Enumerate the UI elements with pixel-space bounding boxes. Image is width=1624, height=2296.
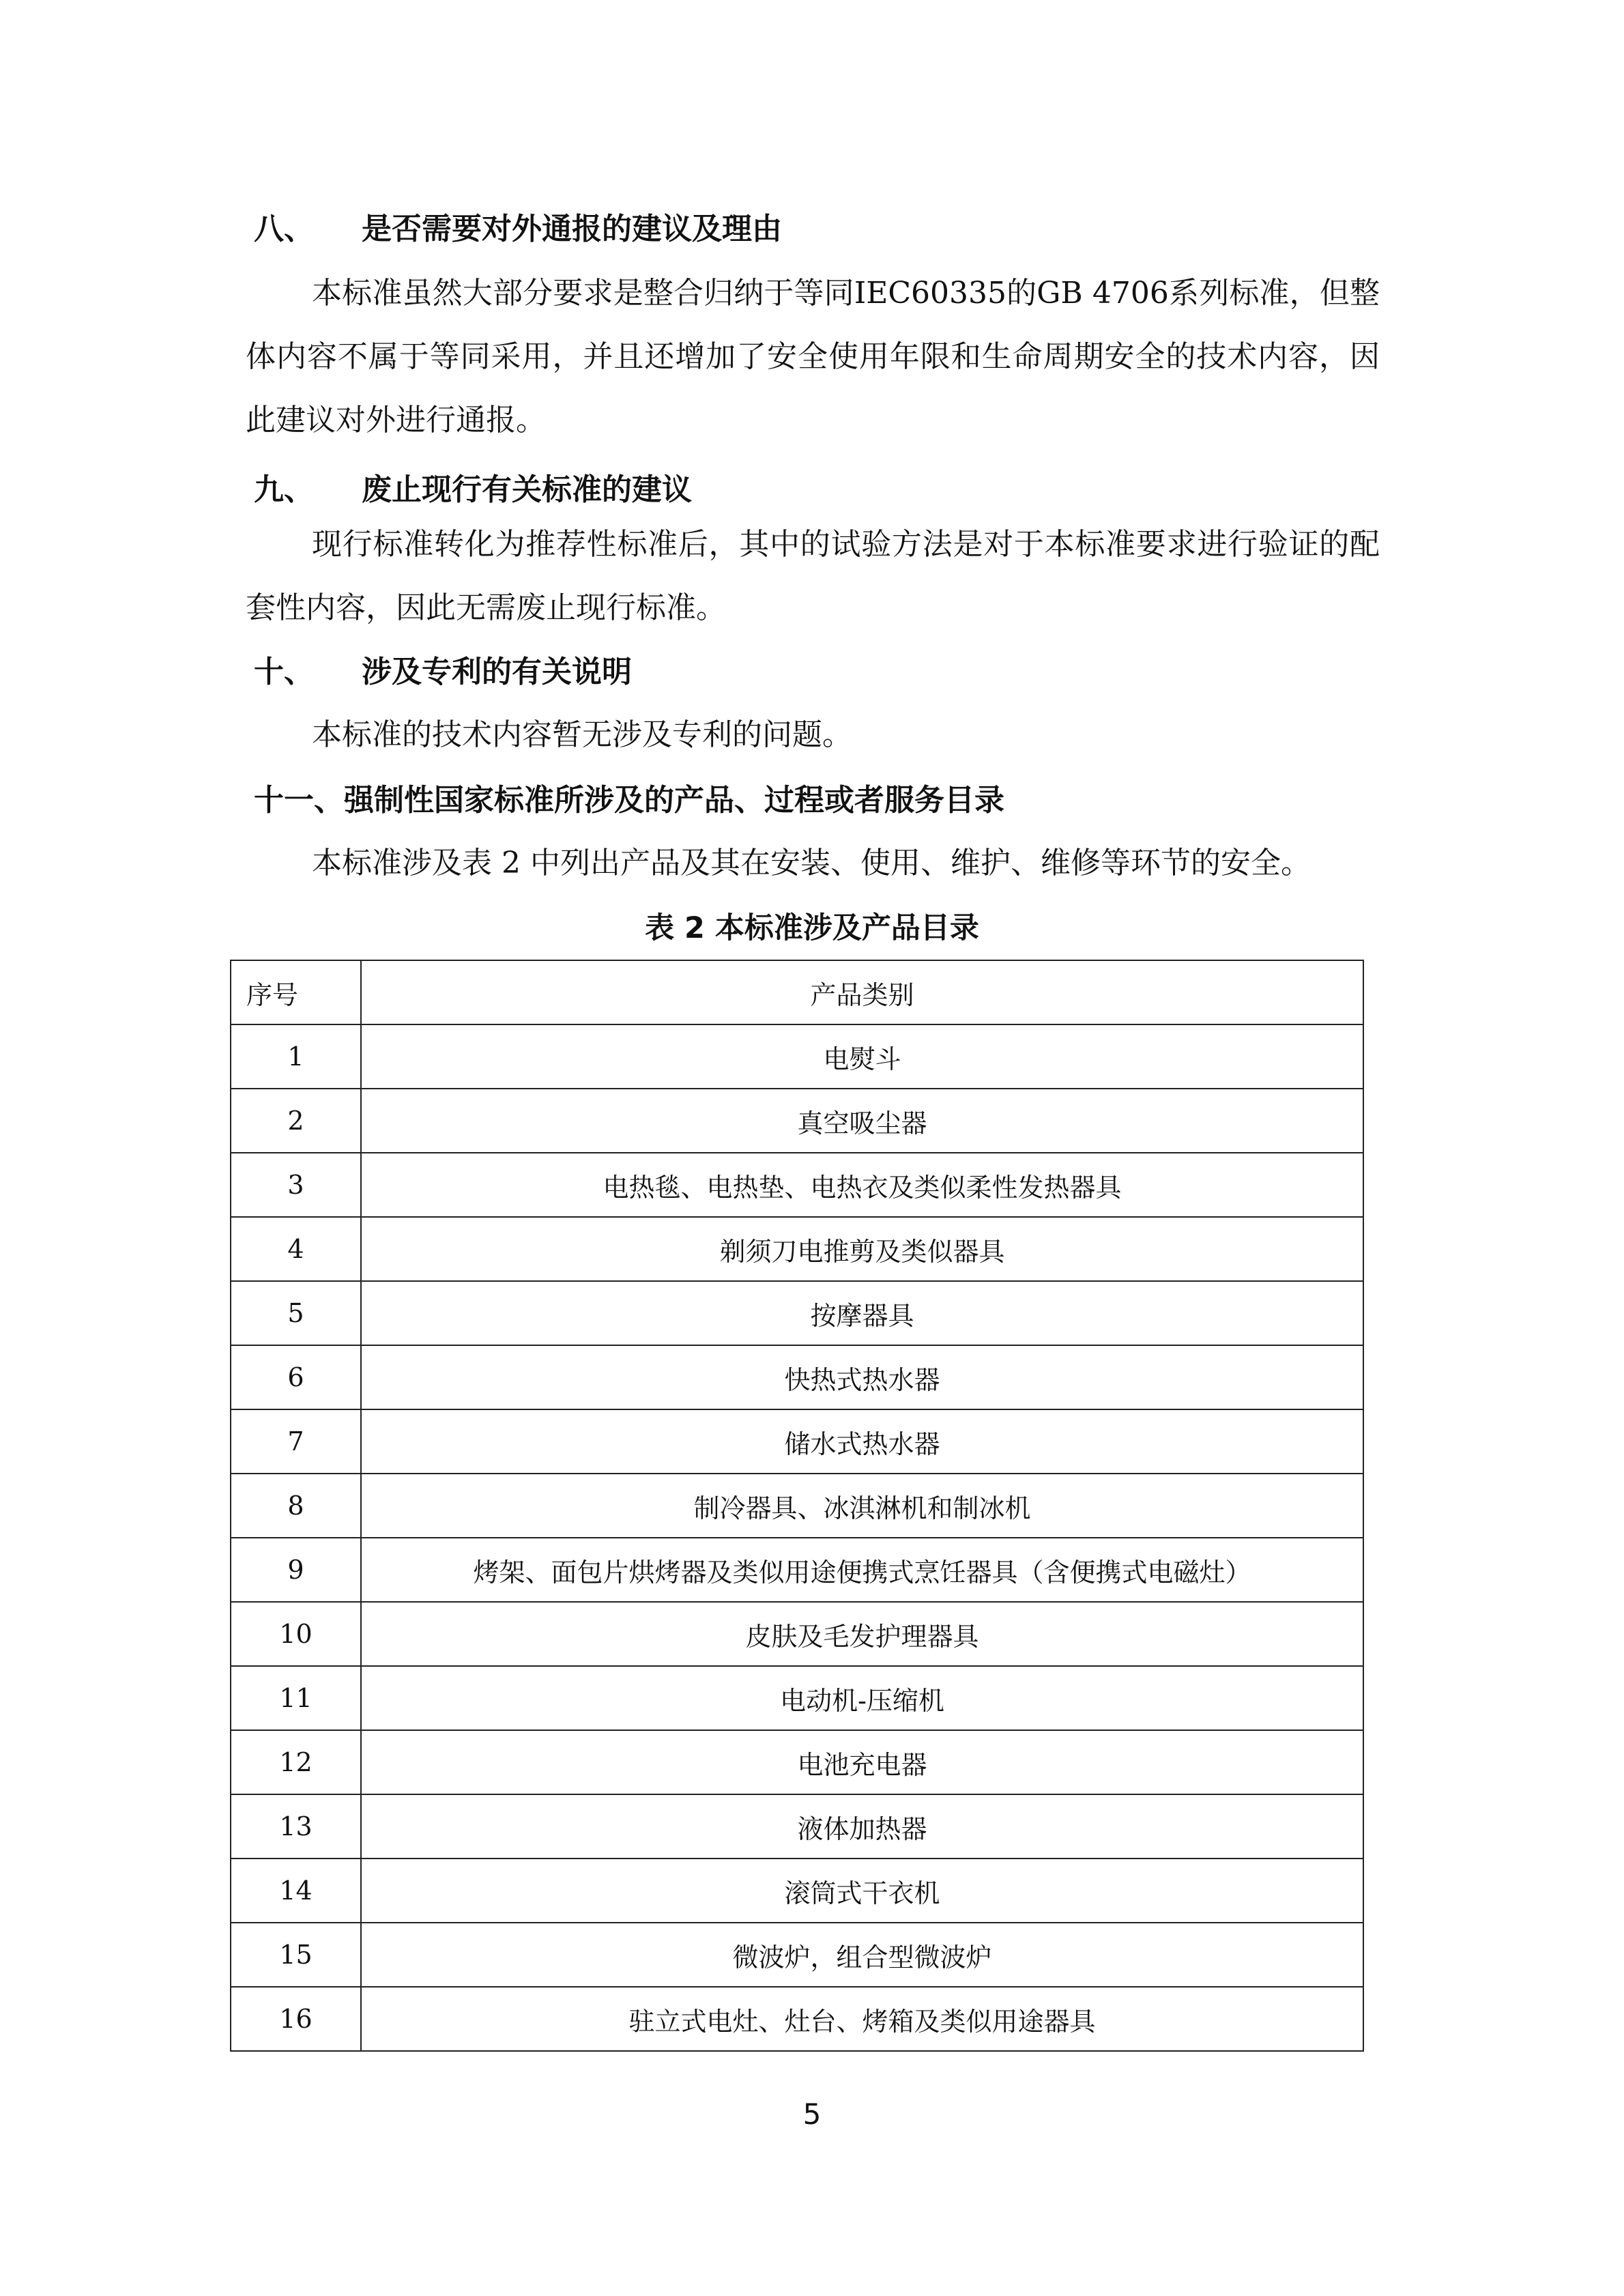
section-heading-9 <box>254 470 692 511</box>
cell-serial-number: 16 <box>231 1987 361 2051</box>
table-row <box>231 1602 1363 1666</box>
section-number: 十一、 <box>254 783 344 818</box>
cell-product-category: 电池充电器 <box>361 1730 1363 1794</box>
table-row <box>231 1730 1363 1794</box>
cell-product-category: 电热毯、电热垫、电热衣及类似柔性发热器具 <box>361 1153 1363 1217</box>
cell-product-category: 剃须刀电推剪及类似器具 <box>361 1217 1363 1281</box>
section-heading-10 <box>254 652 632 693</box>
cell-serial-number: 11 <box>231 1666 361 1730</box>
table-row <box>231 1859 1363 1923</box>
section-number: 八、 <box>254 212 314 246</box>
cell-product-category: 烤架、面包片烘烤器及类似用途便携式烹饪器具（含便携式电磁灶） <box>361 1538 1363 1602</box>
cell-serial-number: 6 <box>231 1345 361 1409</box>
table-row <box>231 1281 1363 1345</box>
section-body-8: 本标准虽然大部分要求是整合归纳于等同IEC60335的GB 4706系列标准，但整体内容不属于等同采用，并且还增加了安全使用年限和生命周期安全的技术内容，因此建议对外进行通报。 <box>246 276 1380 437</box>
table-row <box>231 1089 1363 1153</box>
cell-serial-number: 9 <box>231 1538 361 1602</box>
section-body-9: 现行标准转化为推荐性标准后，其中的试验方法是对于本标准要求进行验证的配套性内容，因此无需废止现行标准。 <box>246 527 1380 625</box>
product-table <box>230 960 1364 2052</box>
cell-serial-number: 7 <box>231 1409 361 1474</box>
cell-product-category: 电熨斗 <box>361 1024 1363 1089</box>
page-number: 5 <box>802 2097 822 2131</box>
table-row <box>231 1794 1363 1859</box>
table-row <box>231 1987 1363 2051</box>
table-row <box>231 1538 1363 1602</box>
table-header-row <box>231 960 1363 1024</box>
cell-product-category: 储水式热水器 <box>361 1409 1363 1474</box>
cell-product-category: 制冷器具、冰淇淋机和制冰机 <box>361 1474 1363 1538</box>
cell-serial-number: 5 <box>231 1281 361 1345</box>
cell-serial-number: 13 <box>231 1794 361 1859</box>
cell-serial-number: 4 <box>231 1217 361 1281</box>
table-row <box>231 1024 1363 1089</box>
cell-serial-number: 2 <box>231 1089 361 1153</box>
section-heading-11 <box>254 780 1004 821</box>
cell-serial-number: 3 <box>231 1153 361 1217</box>
section-number: 九、 <box>254 472 314 507</box>
section-body-10: 本标准的技术内容暂无涉及专利的问题。 <box>312 717 852 752</box>
table-row <box>231 1153 1363 1217</box>
cell-serial-number: 14 <box>231 1859 361 1923</box>
table-row <box>231 1666 1363 1730</box>
cell-product-category: 液体加热器 <box>361 1794 1363 1859</box>
table-row <box>231 1217 1363 1281</box>
table-caption: 表 2 本标准涉及产品目录 <box>645 911 979 945</box>
section-body-11: 本标准涉及表 2 中列出产品及其在安装、使用、维护、维修等环节的安全。 <box>312 846 1311 880</box>
section-heading-8 <box>254 209 782 250</box>
section-number: 十、 <box>254 655 314 689</box>
cell-product-category: 滚筒式干衣机 <box>361 1859 1363 1923</box>
section-title: 涉及专利的有关说明 <box>362 655 632 689</box>
cell-serial-number: 15 <box>231 1923 361 1987</box>
cell-product-category: 驻立式电灶、灶台、烤箱及类似用途器具 <box>361 1987 1363 2051</box>
cell-serial-number: 8 <box>231 1474 361 1538</box>
section-title: 是否需要对外通报的建议及理由 <box>362 212 782 246</box>
cell-product-category: 快热式热水器 <box>361 1345 1363 1409</box>
cell-serial-number: 12 <box>231 1730 361 1794</box>
cell-product-category: 按摩器具 <box>361 1281 1363 1345</box>
table-row <box>231 1923 1363 1987</box>
table-row <box>231 1345 1363 1409</box>
cell-product-category: 皮肤及毛发护理器具 <box>361 1602 1363 1666</box>
table-row <box>231 1474 1363 1538</box>
cell-serial-number: 10 <box>231 1602 361 1666</box>
section-title: 废止现行有关标准的建议 <box>362 472 692 507</box>
cell-product-category: 电动机-压缩机 <box>361 1666 1363 1730</box>
cell-serial-number: 1 <box>231 1024 361 1089</box>
header-serial-number: 序号 <box>231 960 361 1024</box>
cell-product-category: 真空吸尘器 <box>361 1089 1363 1153</box>
header-product-category: 产品类别 <box>361 960 1363 1024</box>
table-row <box>231 1409 1363 1474</box>
cell-product-category: 微波炉，组合型微波炉 <box>361 1923 1363 1987</box>
section-title: 强制性国家标准所涉及的产品、过程或者服务目录 <box>344 783 1004 818</box>
